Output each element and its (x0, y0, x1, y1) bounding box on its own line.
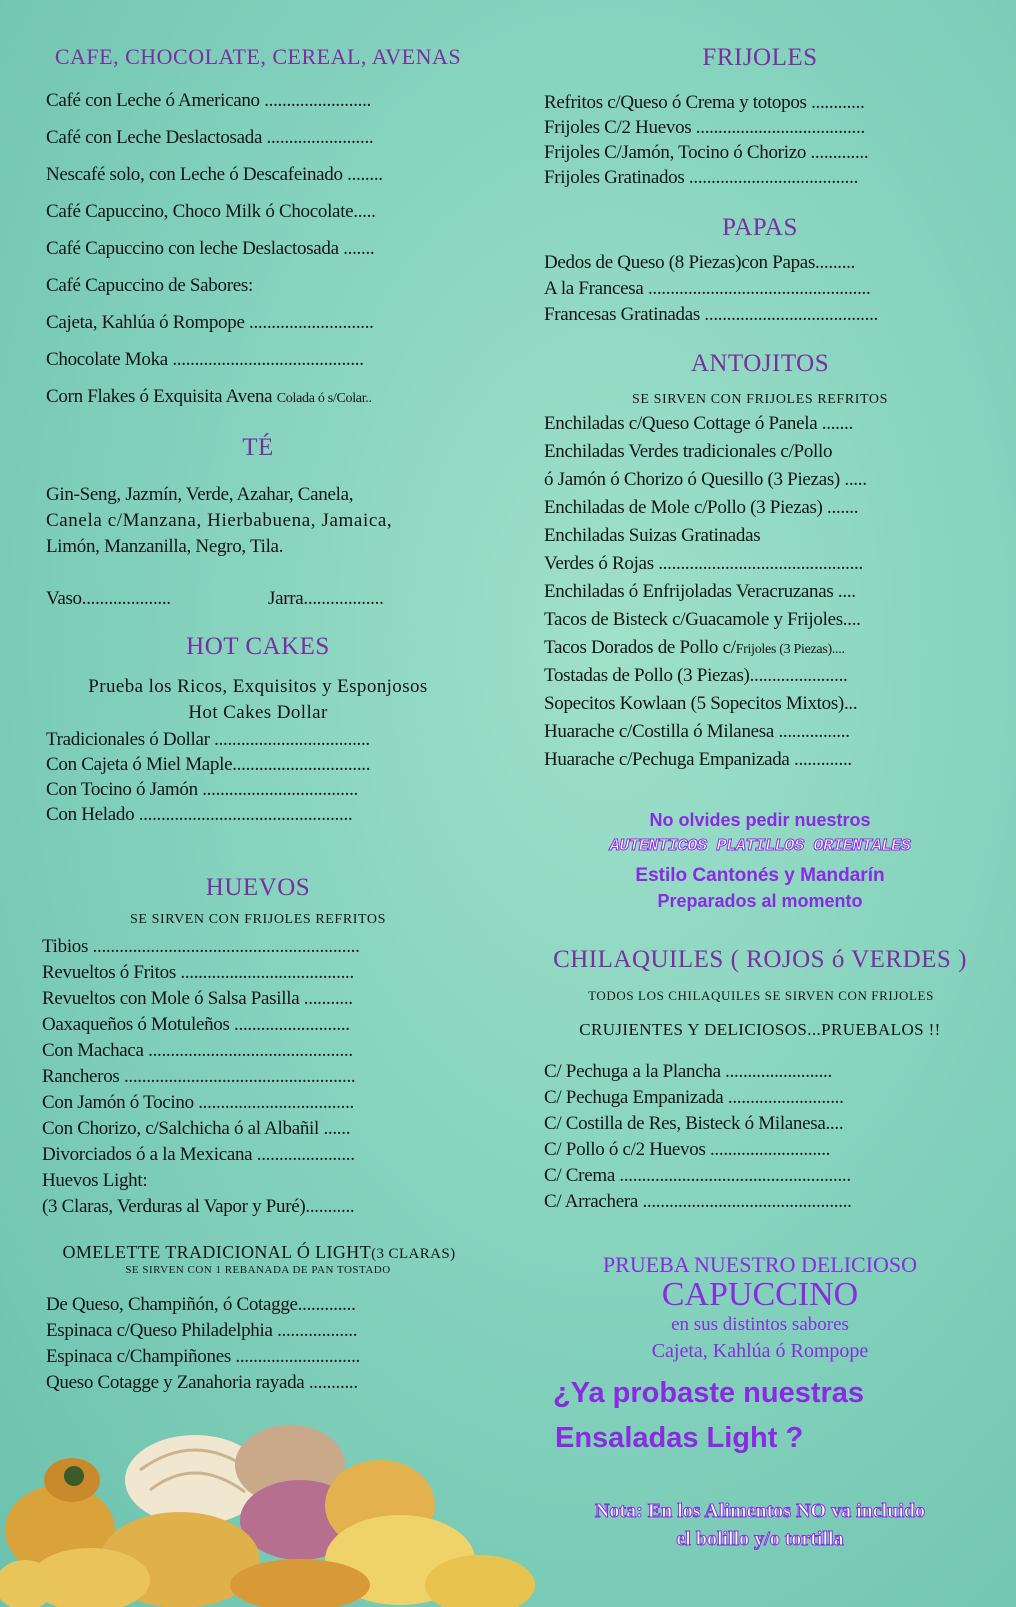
menu-item: Oaxaqueños ó Motuleños .......................... (42, 1014, 350, 1035)
menu-item: Café con Leche ó Americano ........................ (46, 90, 372, 111)
hotcakes-sub: Hot Cakes Dollar (188, 702, 328, 723)
te-line: Canela c/Manzana, Hierbabuena, Jamaica, (46, 510, 393, 531)
menu-item: C/ Pechuga Empanizada .......................... (544, 1087, 844, 1108)
hotcakes-sub: Prueba los Ricos, Exquisitos y Esponjosos (88, 676, 428, 697)
frijoles-section-title: FRIJOLES (702, 44, 818, 71)
menu-item: C/ Crema .................................................... (544, 1165, 851, 1186)
menu-item: C/ Pechuga a la Plancha ........................ (544, 1061, 832, 1082)
omelette-section-title (34, 1242, 484, 1263)
antojitos-section-title: ANTOJITOS (690, 350, 830, 377)
promo-oriental: AUTENTICOS PLATILLOS ORIENTALES (609, 837, 911, 856)
te-section-title: TÉ (242, 434, 274, 461)
menu-item: Enchiladas Verdes tradicionales c/Pollo (544, 441, 833, 462)
menu-item: Tibios ............................................................ (42, 936, 360, 957)
menu-item (544, 637, 845, 659)
menu-item (46, 386, 372, 408)
menu-item: Enchiladas Suizas Gratinadas (544, 525, 761, 546)
ensaladas-promo: ¿Ya probaste nuestras (553, 1377, 865, 1409)
huevos-sub: SE SIRVEN CON FRIJOLES REFRITOS (129, 912, 387, 927)
hotcakes-section-title: HOT CAKES (186, 633, 330, 660)
promo-line: No olvides pedir nuestros (649, 810, 871, 830)
chilaquiles-sub: CRUJIENTES Y DELICIOSOS...PRUEBALOS !! (579, 1020, 941, 1039)
menu-item: Con Helado ................................................ (46, 804, 353, 825)
capuccino-promo-title: CAPUCCINO (661, 1276, 859, 1313)
menu-item: Espinaca c/Champiñones ............................ (46, 1346, 360, 1367)
menu-item: Café con Leche Deslactosada ........................ (46, 127, 374, 148)
te-line: Limón, Manzanilla, Negro, Tila. (46, 536, 284, 557)
vaso-item: Vaso.................... (46, 588, 171, 609)
menu-item: Queso Cotagge y Zanahoria rayada ........... (46, 1372, 358, 1393)
menu-item: Enchiladas c/Queso Cottage ó Panela ....... (544, 413, 853, 434)
menu-item: A la Francesa .................................................. (544, 278, 871, 299)
menu-item: Café Capuccino, Choco Milk ó Chocolate..... (46, 201, 376, 222)
menu-item: Con Jamón ó Tocino ................................... (42, 1092, 354, 1113)
menu-item: Nescafé solo, con Leche ó Descafeinado ........ (46, 164, 383, 185)
menu-item: Rancheros .................................................... (42, 1066, 356, 1087)
antojitos-sub: SE SIRVEN CON FRIJOLES REFRITOS (631, 392, 889, 407)
huevos-section-title: HUEVOS (205, 874, 311, 901)
chilaquiles-sub: TODOS LOS CHILAQUILES SE SIRVEN CON FRIJOLES (588, 988, 934, 1003)
menu-item: Espinaca c/Queso Philadelphia .................. (46, 1320, 358, 1341)
menu-item: (3 Claras, Verduras al Vapor y Puré)........... (42, 1196, 355, 1217)
menu-item: Enchiladas ó Enfrijoladas Veracruzanas .... (544, 581, 856, 602)
menu-item: ó Jamón ó Chorizo ó Quesillo (3 Piezas) ..... (544, 469, 867, 490)
capuccino-promo-line: en sus distintos sabores (671, 1314, 849, 1335)
menu-item: C/ Costilla de Res, Bisteck ó Milanesa.... (544, 1113, 844, 1134)
menu-item: Frijoles Gratinados ...................................... (544, 167, 859, 188)
menu-item: De Queso, Champiñón, ó Cotagge............. (46, 1294, 356, 1315)
menu-item: Huarache c/Costilla ó Milanesa ................ (544, 721, 850, 742)
corn-flakes-label: Corn Flakes ó Exquisita Avena (46, 386, 273, 407)
menu-item: Huarache c/Pechuga Empanizada ............. (544, 749, 852, 770)
menu-item: Con Tocino ó Jamón ................................... (46, 779, 358, 800)
capuccino-promo-line: Cajeta, Kahlúa ó Rompope (651, 1340, 869, 1362)
omelette-title: OMELETTE TRADICIONAL Ó LIGHT (62, 1242, 372, 1262)
menu-item: Cajeta, Kahlúa ó Rompope ............................ (46, 312, 374, 333)
tacos-dorados-label: Tacos Dorados de Pollo c/ (544, 637, 736, 658)
menu-item: Francesas Gratinadas ....................................... (544, 304, 878, 325)
promo-line: Preparados al momento (657, 891, 863, 911)
menu-item: Divorciados ó a la Mexicana ...................... (42, 1144, 355, 1165)
corn-flakes-small: Colada ó s/Colar.. (276, 391, 372, 406)
menu-item: Revueltos con Mole ó Salsa Pasilla ........... (42, 988, 353, 1009)
menu-item: C/ Pollo ó c/2 Huevos ........................... (544, 1139, 831, 1160)
menu-item: Revueltos ó Fritos ....................................... (42, 962, 354, 983)
cafe-section-title: CAFE, CHOCOLATE, CEREAL, AVENAS (54, 44, 462, 69)
menu-item: Chocolate Moka ........................................... (46, 349, 364, 370)
menu-item: Frijoles C/2 Huevos ...................................... (544, 117, 865, 138)
papas-section-title: PAPAS (722, 214, 798, 241)
menu-item: Verdes ó Rojas .............................................. (544, 553, 863, 574)
promo-line: Estilo Cantonés y Mandarín (635, 865, 885, 886)
menu-item: Enchiladas de Mole c/Pollo (3 Piezas) ....... (544, 497, 859, 518)
menu-item: Con Cajeta ó Miel Maple............................... (46, 754, 371, 775)
menu-item: Frijoles C/Jamón, Tocino ó Chorizo ............. (544, 142, 869, 163)
tacos-dorados-small: Frijoles (3 Piezas).... (735, 642, 845, 657)
menu-item: C/ Arrachera ............................................... (544, 1191, 852, 1212)
pan-dulce-image (0, 1410, 560, 1607)
menu-item: Dedos de Queso (8 Piezas)con Papas......... (544, 252, 856, 273)
menu-item: Tostadas de Pollo (3 Piezas)...................... (544, 665, 848, 686)
menu-item: Con Chorizo, c/Salchicha ó al Albañil ...... (42, 1118, 351, 1139)
nota-line: el bolillo y/o tortilla (676, 1528, 844, 1550)
menu-item: Tacos de Bisteck c/Guacamole y Frijoles.... (544, 609, 861, 630)
menu-item: Café Capuccino con leche Deslactosada ....... (46, 238, 375, 259)
menu-item: Refritos c/Queso ó Crema y totopos ............ (544, 92, 865, 113)
omelette-title-small: (3 CLARAS) (371, 1246, 456, 1262)
menu-item: Café Capuccino de Sabores: (46, 275, 253, 296)
nota-line: Nota: En los Alimentos NO va incluido (594, 1500, 926, 1522)
menu-item: Tradicionales ó Dollar ................................... (46, 729, 370, 750)
menu-item: Huevos Light: (42, 1170, 148, 1191)
menu-item: Con Machaca .............................................. (42, 1040, 353, 1061)
te-line: Gin-Seng, Jazmín, Verde, Azahar, Canela, (46, 484, 354, 505)
jarra-item: Jarra.................. (268, 588, 384, 609)
menu-item: Sopecitos Kowlaan (5 Sopecitos Mixtos)... (544, 693, 858, 714)
capuccino-promo-line: PRUEBA NUESTRO DELICIOSO (602, 1252, 918, 1277)
omelette-sub: SE SIRVEN CON 1 REBANADA DE PAN TOSTADO (125, 1264, 391, 1276)
ensaladas-promo: Ensaladas Light ? (555, 1422, 804, 1454)
chilaquiles-section-title: CHILAQUILES ( ROJOS ó VERDES ) (553, 946, 967, 973)
